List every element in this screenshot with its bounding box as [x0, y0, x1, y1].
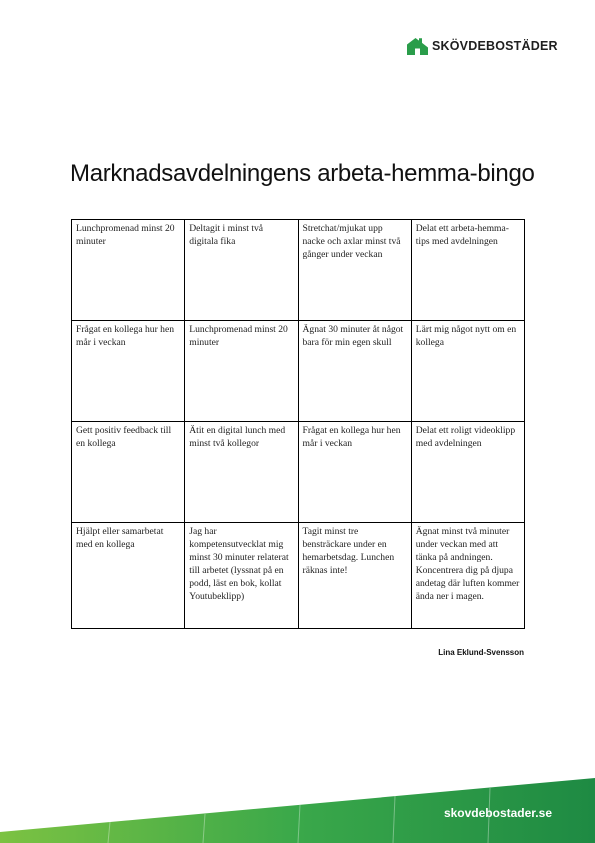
bingo-cell: Stretchat/mjukat upp nacke och axlar minst två gånger under veckan [298, 220, 411, 321]
bingo-row [72, 321, 525, 422]
brand-logo [407, 36, 558, 56]
bingo-row [72, 220, 525, 321]
bingo-cell: Gett positiv feedback till en kollega [72, 422, 185, 523]
bingo-cell: Lärt mig något nytt om en kollega [411, 321, 524, 422]
bingo-cell: Lunchpromenad minst 20 minuter [185, 321, 298, 422]
logo-text: SKÖVDEBOSTÄDER [432, 39, 558, 53]
bingo-row [72, 422, 525, 523]
bingo-cell: Ägnat 30 minuter åt något bara för min egen skull [298, 321, 411, 422]
bingo-cell: Delat ett roligt videoklipp med avdelningen [411, 422, 524, 523]
bingo-cell: Ägnat minst två minuter under veckan med att tänka på andningen. Koncentrera dig på djupa andetag där luften kommer ända ner i magen. [411, 523, 524, 629]
house-icon [407, 37, 428, 55]
bingo-cell: Deltagit i minst två digitala fika [185, 220, 298, 321]
bingo-cell: Frågat en kollega hur hen mår i veckan [298, 422, 411, 523]
author-name: Lina Eklund-Svensson [438, 648, 524, 657]
website-link[interactable]: skovdebostader.se [443, 806, 552, 820]
page-title: Marknadsavdelningens arbeta-hemma-bingo [70, 160, 535, 187]
bingo-grid [71, 219, 525, 629]
bingo-cell: Ätit en digital lunch med minst två kollegor [185, 422, 298, 523]
bingo-cell: Hjälpt eller samarbetat med en kollega [72, 523, 185, 629]
bingo-cell: Lunchpromenad minst 20 minuter [72, 220, 185, 321]
bingo-row [72, 523, 525, 629]
bingo-cell: Jag har kompetensutvecklat mig minst 30 minuter relaterat till arbetet (lyssnat på en podd, läst en bok, kollat Youtubeklipp) [185, 523, 298, 629]
bingo-cell: Frågat en kollega hur hen mår i veckan [72, 321, 185, 422]
bingo-cell: Delat ett arbeta-hemma-tips med avdelningen [411, 220, 524, 321]
bingo-cell: Tagit minst tre bensträckare under en hemarbetsdag. Lunchen räknas inte! [298, 523, 411, 629]
